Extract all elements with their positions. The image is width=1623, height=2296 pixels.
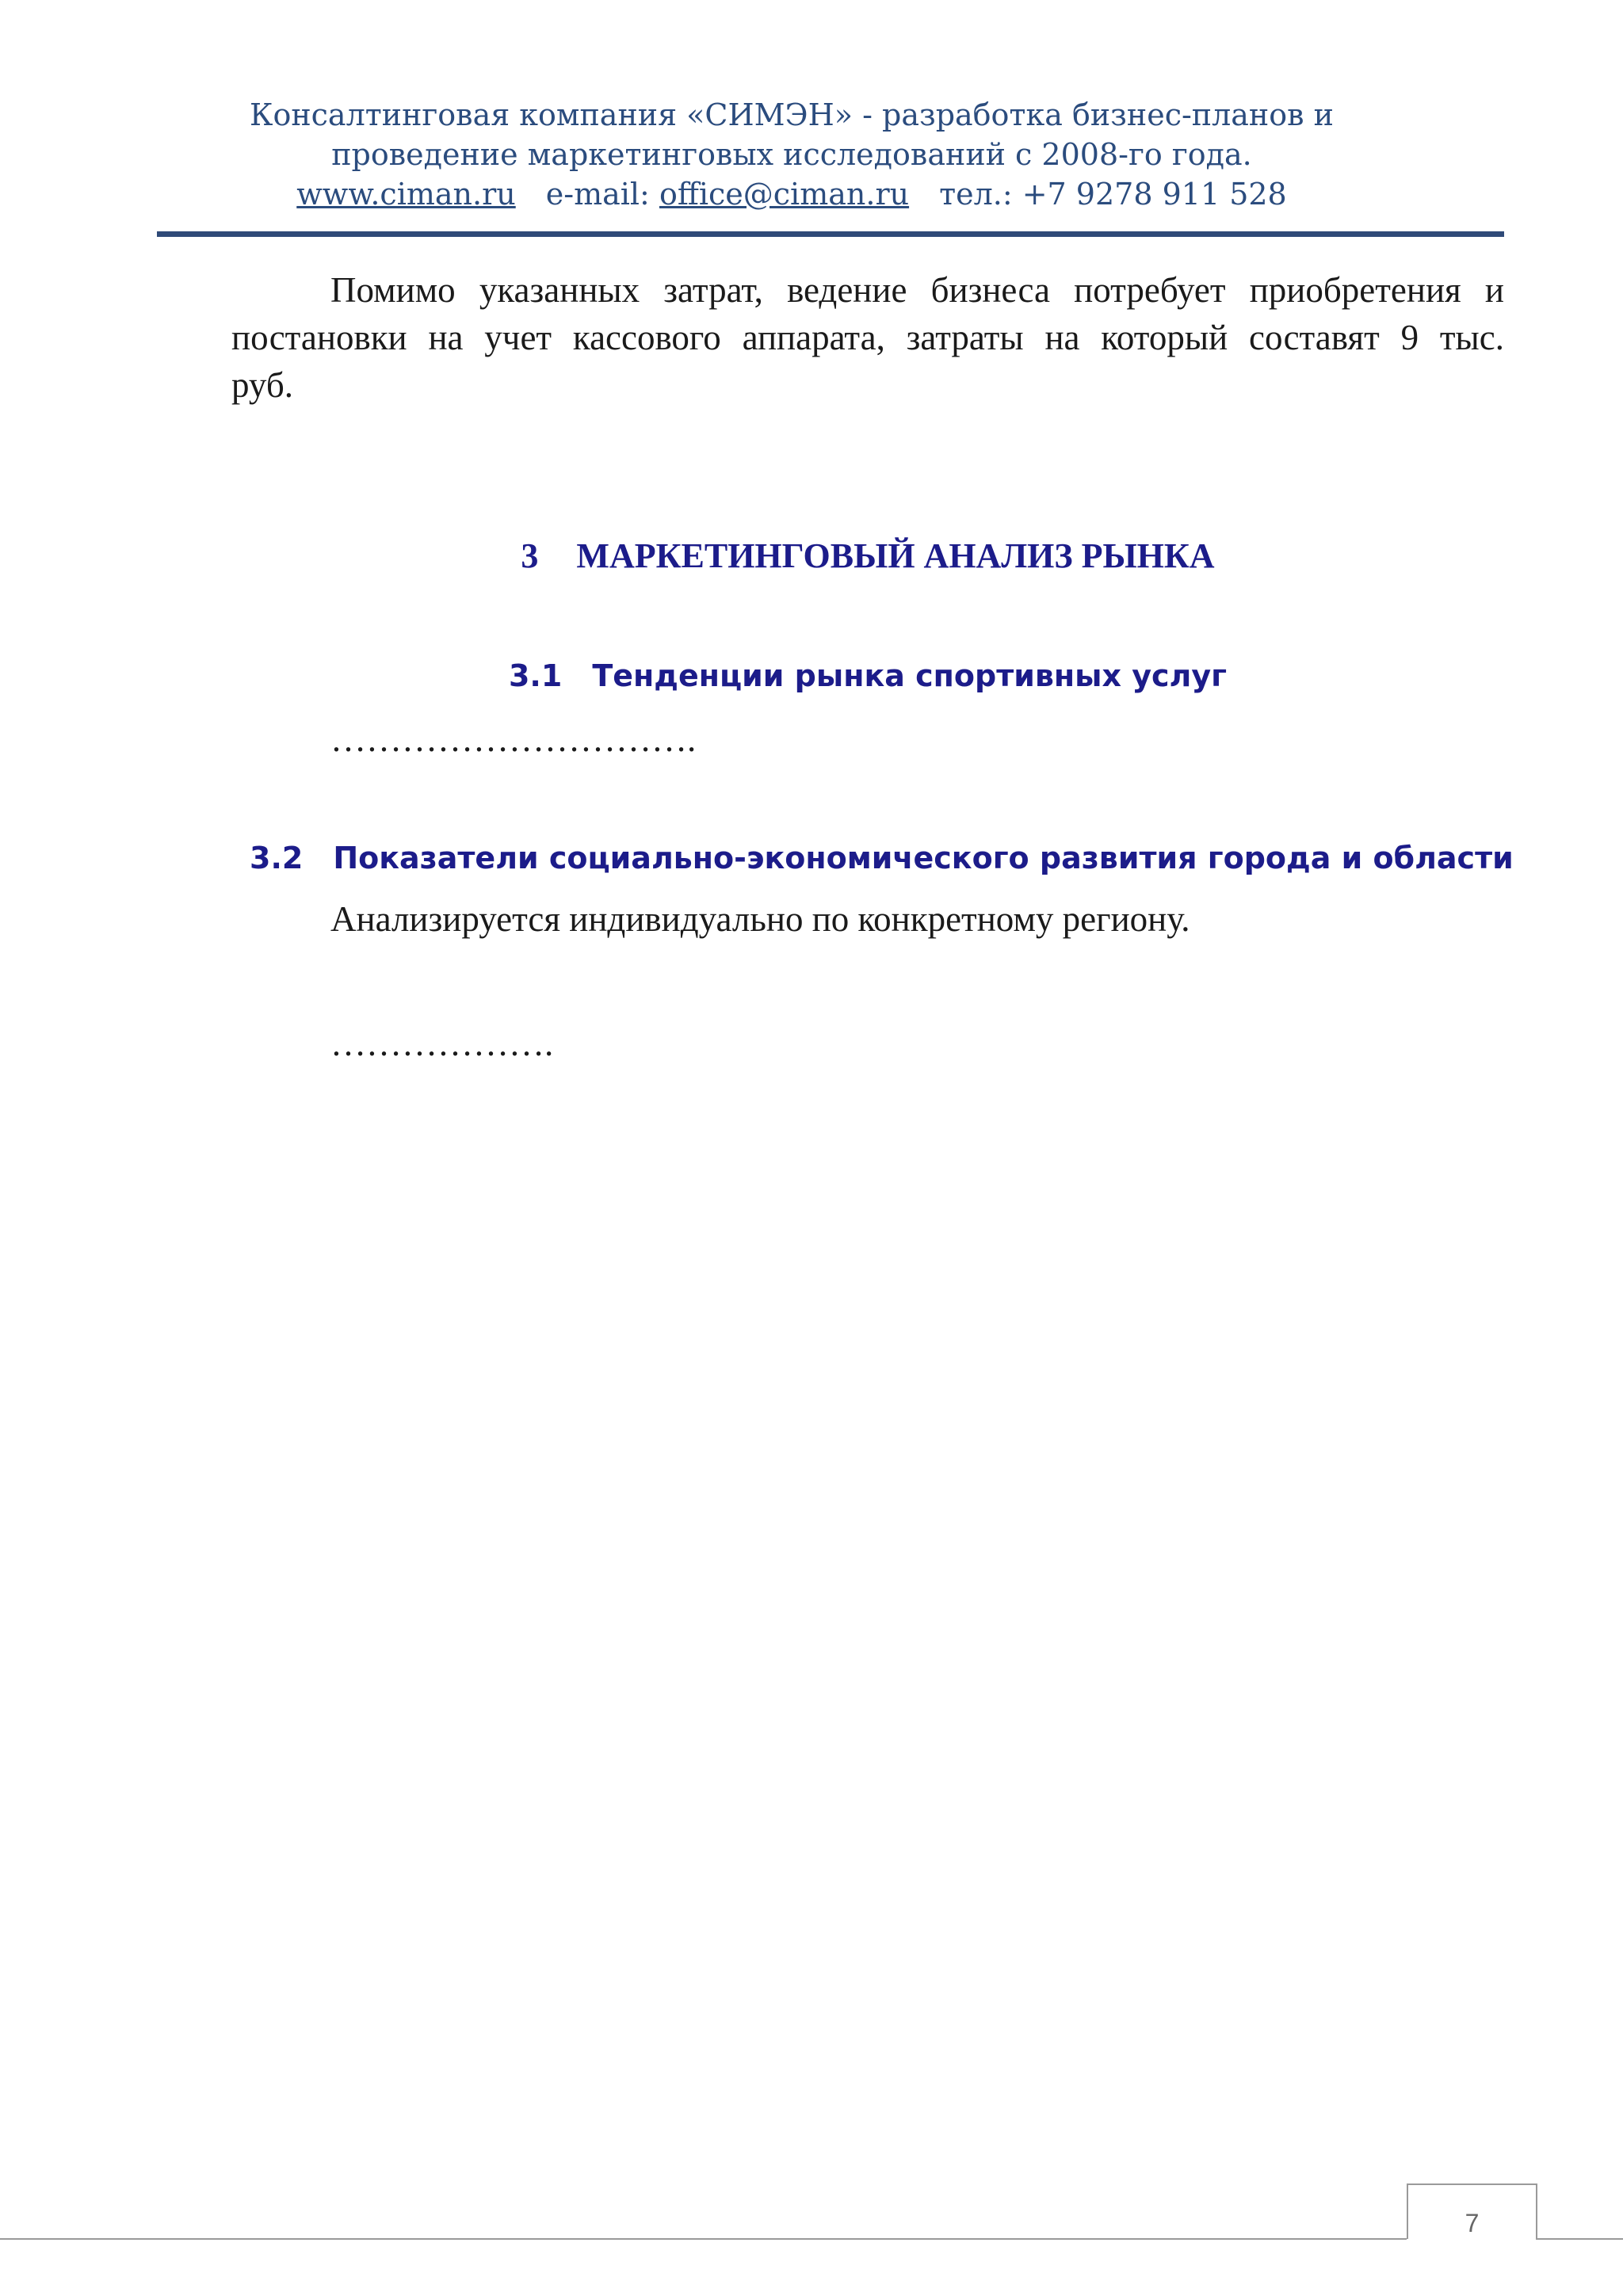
page-number: 7	[1465, 2209, 1480, 2237]
section-number: 3	[521, 536, 539, 575]
header-tagline: проведение маркетинговых исследований с 2008-го года.	[331, 137, 1252, 172]
website-link[interactable]: www.ciman.ru	[296, 177, 516, 212]
email-link[interactable]: office@ciman.ru	[659, 177, 910, 212]
page-number-box	[1407, 2183, 1537, 2239]
email-label: e-mail:	[545, 177, 650, 212]
placeholder-dots: ……………….	[330, 1024, 554, 1063]
section-3-heading	[231, 532, 1504, 580]
footer-rule	[1536, 2238, 1623, 2240]
placeholder-dots: ………………………….	[330, 719, 697, 759]
section-3-1-heading	[231, 654, 1504, 697]
header-divider	[157, 231, 1504, 237]
body-paragraph	[231, 266, 1504, 409]
section-number: 3.2	[250, 841, 304, 875]
section-title: Показатели социально-экономического развития города и области	[333, 841, 1514, 875]
section-3-2-text: Анализируется индивидуально по конкретному региону.	[330, 899, 1190, 939]
paragraph-line: руб.	[231, 365, 293, 405]
footer-rule	[0, 2238, 1407, 2240]
section-number: 3.1	[508, 658, 563, 693]
section-title: Тенденции рынка спортивных услуг	[592, 658, 1228, 693]
header-contacts	[158, 174, 1425, 214]
phone-number: тел.: +7 9278 911 528	[939, 177, 1287, 212]
paragraph-line: Помимо указанных затрат, ведение бизнеса потребует приобретения и	[330, 270, 1504, 310]
header-company-line: Консалтинговая компания «СИМЭН» - разработка бизнес-планов и	[250, 97, 1334, 132]
paragraph-line: постановки на учет кассового аппарата, затраты на который составят 9 тыс.	[231, 318, 1504, 357]
section-3-2-heading	[250, 837, 1514, 879]
section-title: МАРКЕТИНГОВЫЙ АНАЛИЗ РЫНКА	[576, 536, 1215, 575]
